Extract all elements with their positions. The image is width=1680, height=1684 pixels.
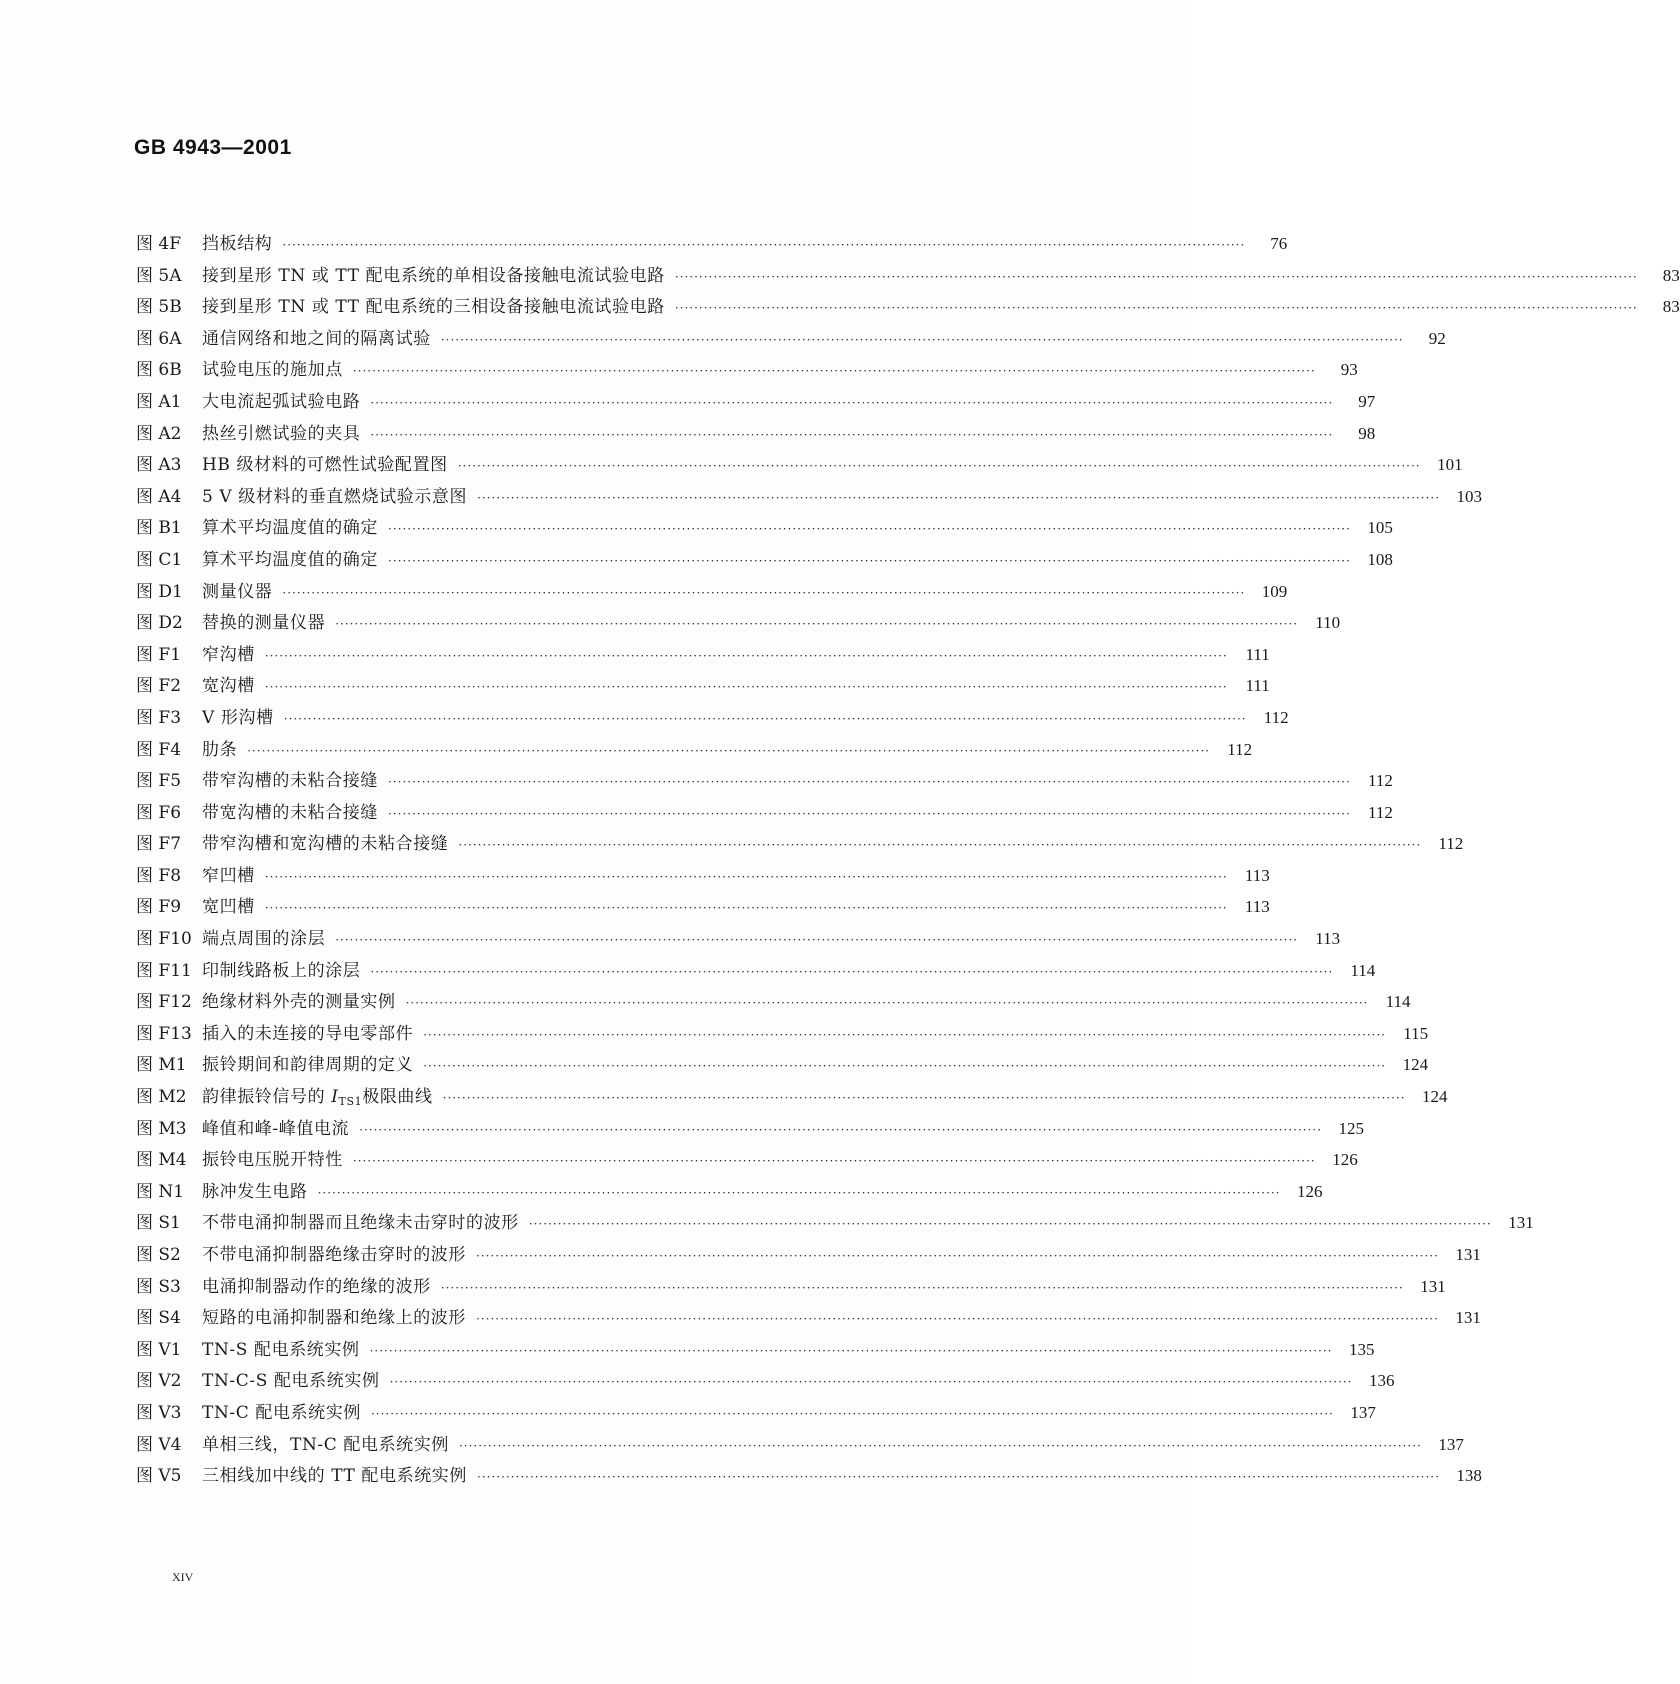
toc-entry[interactable] [136, 955, 1376, 987]
figure-number: 图 F11 [136, 960, 192, 981]
page-number: 131 [1508, 1213, 1534, 1233]
figure-title: 插入的未连接的导电零部件 [202, 1023, 414, 1044]
toc-entry[interactable] [136, 986, 1411, 1018]
dot-leader: ········································································································································································································ [405, 996, 1369, 1011]
figure-number: 图 B1 [136, 518, 182, 539]
figure-number: 图 A3 [136, 455, 182, 476]
toc-entry[interactable] [136, 607, 1341, 639]
figure-number: 图 6A [136, 328, 182, 349]
figure-number: 图 F10 [136, 929, 192, 950]
figure-number: 图 V3 [136, 1402, 182, 1423]
toc-entry[interactable] [136, 1397, 1376, 1429]
page-number: 76 [1270, 234, 1288, 253]
figure-title: 峰值和峰-峰值电流 [202, 1118, 350, 1139]
page-number: 103 [1456, 486, 1482, 506]
page-number: 110 [1315, 613, 1341, 633]
toc-entry[interactable] [136, 1018, 1429, 1050]
dot-leader: ········································································································································································································ [247, 743, 1211, 758]
figure-number: 图 F8 [136, 865, 182, 886]
figure-title: 肋条 [202, 739, 238, 760]
figure-number: 图 S4 [136, 1308, 181, 1329]
figure-title: TN-S 配电系统实例 [202, 1339, 360, 1360]
dot-leader: ········································································································································································································ [283, 711, 1247, 726]
page-number: 124 [1422, 1087, 1448, 1107]
page-number: 126 [1332, 1150, 1358, 1170]
figure-number: 图 D2 [136, 613, 183, 634]
figure-title: 接到星形 TN 或 TT 配电系统的单相设备接触电流试验电路 [202, 265, 665, 286]
figure-title: 短路的电涌抑制器和绝缘上的波形 [202, 1308, 466, 1329]
figure-number: 图 F12 [136, 992, 192, 1013]
dot-leader: ········································································································································································································ [335, 617, 1299, 632]
toc-entry[interactable] [136, 1207, 1534, 1239]
toc-entry[interactable] [136, 1144, 1358, 1176]
figure-title: 试验电压的施加点 [202, 360, 343, 381]
toc-entry[interactable] [136, 1271, 1446, 1303]
figure-title: 绝缘材料外壳的测量实例 [202, 992, 396, 1013]
dot-leader: ········································································································································································································ [674, 301, 1638, 316]
page-number: 112 [1368, 771, 1393, 791]
figure-title: 三相线加中线的 TT 配电系统实例 [202, 1466, 468, 1487]
page-number: 115 [1403, 1023, 1429, 1043]
toc-entry[interactable] [136, 639, 1270, 671]
page-number: 112 [1227, 739, 1253, 759]
page-number: 83 [1662, 297, 1680, 317]
figure-number: 图 S3 [136, 1276, 181, 1297]
page-number: 101 [1437, 455, 1463, 475]
dot-leader: ········································································································································································································ [370, 1406, 1334, 1421]
current-symbol-subscript: TS1 [338, 1095, 363, 1109]
toc-entry[interactable] [136, 576, 1288, 608]
figure-title: 算术平均温度值的确定 [202, 518, 378, 539]
page-number: 92 [1428, 328, 1446, 348]
toc-entry[interactable] [136, 860, 1270, 892]
figure-number: 图 C1 [136, 549, 183, 570]
page-number: 126 [1297, 1181, 1323, 1201]
figure-title: 不带电涌抑制器绝缘击穿时的波形 [202, 1245, 466, 1265]
figure-title: 印制线路板上的涂层 [202, 960, 361, 981]
figure-number: 图 V2 [136, 1371, 182, 1392]
toc-entry[interactable] [136, 828, 1464, 860]
figure-title: 窄沟槽 [202, 644, 255, 665]
figure-list [136, 228, 1680, 1492]
figure-number: 图 F4 [136, 739, 182, 760]
dot-leader: ········································································································································································································ [370, 964, 1334, 979]
figure-number: 图 M4 [136, 1150, 187, 1171]
figure-number: 图 4F [136, 234, 182, 254]
figure-title: 窄凹槽 [202, 865, 255, 886]
dot-leader: ········································································································································································································ [388, 775, 1351, 790]
page-number: 137 [1350, 1402, 1376, 1422]
dot-leader: ········································································································································································································ [264, 901, 1228, 916]
figure-title: 通信网络和地之间的隔离试验 [202, 328, 431, 349]
page-number: 113 [1315, 929, 1341, 949]
dot-leader: ········································································································································································································ [370, 427, 1334, 442]
dot-leader: ········································································································································································································ [528, 1217, 1492, 1232]
page-number: 131 [1455, 1245, 1481, 1264]
toc-entry[interactable] [136, 449, 1463, 481]
dot-leader: ········································································································································································································ [264, 869, 1228, 884]
toc-entry[interactable] [136, 670, 1270, 702]
figure-title-prefix: 韵律振铃信号的 [202, 1087, 332, 1108]
page-number: 111 [1245, 676, 1270, 696]
toc-entry[interactable] [136, 797, 1393, 829]
toc-entry[interactable] [136, 481, 1482, 513]
page-number: 114 [1350, 960, 1376, 980]
figure-title: 大电流起弧试验电路 [202, 391, 361, 412]
page-number: 136 [1368, 1371, 1395, 1391]
toc-entry[interactable] [136, 228, 1288, 260]
figure-title: 宽凹槽 [202, 897, 255, 918]
page-number: 137 [1438, 1434, 1464, 1454]
figure-title: 端点周围的涂层 [202, 929, 326, 950]
dot-leader: ········································································································································································································ [264, 680, 1228, 695]
toc-entry[interactable] [136, 386, 1376, 418]
dot-leader: ········································································································································································································ [282, 238, 1246, 252]
dot-leader: ········································································································································································································ [477, 490, 1440, 505]
page-number: 83 [1662, 265, 1680, 285]
page-number: 138 [1456, 1466, 1482, 1486]
figure-number: 图 F13 [136, 1023, 192, 1044]
figure-title: 单相三线，TN-C 配电系统实例 [202, 1434, 449, 1455]
toc-entry[interactable] [136, 291, 1680, 323]
toc-entry[interactable] [136, 1176, 1323, 1208]
figure-number: 图 5B [136, 297, 182, 318]
figure-title: 测量仪器 [202, 581, 273, 602]
toc-entry[interactable] [136, 418, 1376, 450]
toc-entry[interactable] [136, 354, 1358, 386]
dot-leader: ········································································································································································································ [352, 1154, 1316, 1169]
dot-leader: ········································································································································································································ [423, 1027, 1387, 1042]
figure-number: 图 D1 [136, 581, 183, 602]
figure-title: 带窄沟槽的未粘合接缝 [202, 771, 378, 792]
toc-entry[interactable] [136, 512, 1393, 544]
figure-title: 振铃电压脱开特性 [202, 1150, 343, 1171]
figure-number: 图 V1 [136, 1339, 182, 1360]
figure-title: 5 V 级材料的垂直燃烧试验示意图 [202, 486, 468, 507]
figure-title: HB 级材料的可燃性试验配置图 [202, 455, 448, 476]
figure-number: 图 6B [136, 360, 182, 381]
dot-leader: ········································································································································································································ [370, 395, 1334, 410]
figure-number: 图 A2 [136, 423, 182, 444]
page-number: 109 [1261, 581, 1288, 601]
dot-leader: ········································································································································································································ [674, 269, 1638, 284]
dot-leader: ········································································································································································································ [476, 1312, 1439, 1327]
figure-title: 接到星形 TN 或 TT 配电系统的三相设备接触电流试验电路 [202, 297, 665, 318]
page-number: 112 [1263, 707, 1289, 727]
figure-title: V 形沟槽 [202, 707, 274, 728]
page-number: 131 [1420, 1276, 1446, 1296]
page-number: 93 [1340, 360, 1358, 380]
page-number: 112 [1438, 834, 1464, 854]
page-number: 105 [1367, 518, 1393, 538]
figure-title: 挡板结构 [202, 234, 273, 254]
dot-leader: ········································································································································································································ [317, 1185, 1281, 1200]
figure-number: 图 F2 [136, 676, 182, 697]
page-number: 113 [1244, 897, 1270, 917]
figure-number: 图 V5 [136, 1466, 182, 1487]
dot-leader: ········································································································································································································ [369, 1343, 1333, 1358]
dot-leader: ········································································································································································································ [440, 1280, 1404, 1295]
toc-entry[interactable] [136, 1429, 1464, 1461]
toc-entry[interactable] [136, 702, 1289, 734]
toc-entry[interactable] [136, 1081, 1448, 1113]
page-number: 135 [1349, 1339, 1375, 1359]
toc-entry[interactable] [136, 765, 1393, 797]
toc-entry[interactable] [136, 544, 1393, 576]
page-number: 97 [1358, 391, 1376, 411]
current-symbol: I [331, 1087, 339, 1108]
toc-entry[interactable] [136, 1460, 1482, 1492]
dot-leader: ········································································································································································································ [457, 459, 1421, 474]
standard-number-header: GB 4943—2001 [134, 136, 292, 159]
figure-number: 图 V4 [136, 1434, 182, 1455]
figure-number: 图 M3 [136, 1118, 187, 1139]
figure-number: 图 S1 [136, 1213, 181, 1234]
page-number: 125 [1338, 1118, 1365, 1138]
figure-number: 图 5A [136, 265, 182, 286]
figure-number: 图 F9 [136, 897, 182, 918]
toc-entry[interactable] [136, 1049, 1429, 1081]
figure-number: 图 N1 [136, 1181, 185, 1202]
figure-title: 不带电涌抑制器而且绝缘未击穿时的波形 [202, 1213, 519, 1234]
page-number: 124 [1402, 1055, 1429, 1075]
page-number: 108 [1367, 549, 1393, 569]
dot-leader: ········································································································································································································ [335, 933, 1299, 948]
toc-entry[interactable] [136, 1239, 1481, 1271]
figure-number: 图 A1 [136, 391, 182, 412]
page-number: 112 [1368, 802, 1393, 822]
toc-entry[interactable] [136, 1302, 1481, 1334]
toc-entry[interactable] [136, 1113, 1365, 1145]
figure-title [202, 1082, 439, 1118]
page-number-footer: XIV [172, 1570, 194, 1584]
figure-number: 图 A4 [136, 486, 182, 507]
page-number: 113 [1244, 865, 1270, 885]
dot-leader: ········································································································································································································ [388, 553, 1351, 568]
dot-leader: ········································································································································································································ [477, 1470, 1440, 1485]
dot-leader: ········································································································································································································ [476, 1249, 1439, 1263]
dot-leader: ········································································································································································································ [389, 1375, 1353, 1390]
figure-number: 图 M2 [136, 1087, 187, 1108]
figure-title: 振铃期间和韵律周期的定义 [202, 1055, 414, 1076]
figure-title: 脉冲发生电路 [202, 1181, 308, 1202]
figure-number: 图 F1 [136, 644, 182, 665]
figure-number: 图 F5 [136, 771, 182, 792]
figure-title: 算术平均温度值的确定 [202, 549, 378, 570]
figure-title: 替换的测量仪器 [202, 613, 326, 634]
toc-entry[interactable] [136, 323, 1446, 355]
toc-entry[interactable] [136, 1365, 1395, 1397]
dot-leader: ········································································································································································································ [458, 838, 1422, 853]
figure-title: 带宽沟槽的未粘合接缝 [202, 802, 378, 823]
toc-entry[interactable] [136, 891, 1270, 923]
figure-title-suffix: 极限曲线 [362, 1087, 433, 1108]
figure-title: TN-C 配电系统实例 [202, 1402, 361, 1423]
dot-leader: ········································································································································································································ [264, 648, 1228, 663]
figure-number: 图 F6 [136, 802, 182, 823]
dot-leader: ········································································································································································································ [440, 332, 1404, 347]
page-number: 98 [1358, 423, 1376, 443]
figure-number: 图 F7 [136, 834, 182, 855]
dot-leader: ········································································································································································································ [423, 1059, 1387, 1074]
dot-leader: ········································································································································································································ [388, 522, 1351, 537]
figure-title: 带窄沟槽和宽沟槽的未粘合接缝 [202, 834, 449, 855]
toc-entry[interactable] [136, 734, 1253, 766]
dot-leader: ········································································································································································································ [442, 1091, 1406, 1106]
page-number: 114 [1385, 992, 1411, 1012]
toc-entry[interactable] [136, 923, 1341, 955]
toc-entry[interactable] [136, 260, 1680, 292]
figure-number: 图 M1 [136, 1055, 187, 1076]
figure-title: 热丝引燃试验的夹具 [202, 423, 361, 444]
figure-title: TN-C-S 配电系统实例 [202, 1371, 380, 1392]
figure-number: 图 S2 [136, 1245, 181, 1265]
page-number: 111 [1245, 644, 1270, 664]
toc-entry[interactable] [136, 1334, 1375, 1366]
figure-title: 电涌抑制器动作的绝缘的波形 [202, 1276, 431, 1297]
dot-leader: ········································································································································································································ [458, 1438, 1422, 1453]
dot-leader: ········································································································································································································ [359, 1122, 1323, 1137]
dot-leader: ········································································································································································································ [352, 364, 1316, 379]
dot-leader: ········································································································································································································ [388, 806, 1351, 821]
page-number: 131 [1455, 1308, 1481, 1328]
figure-title: 宽沟槽 [202, 676, 255, 697]
dot-leader: ········································································································································································································ [282, 585, 1246, 600]
figure-number: 图 F3 [136, 707, 182, 728]
